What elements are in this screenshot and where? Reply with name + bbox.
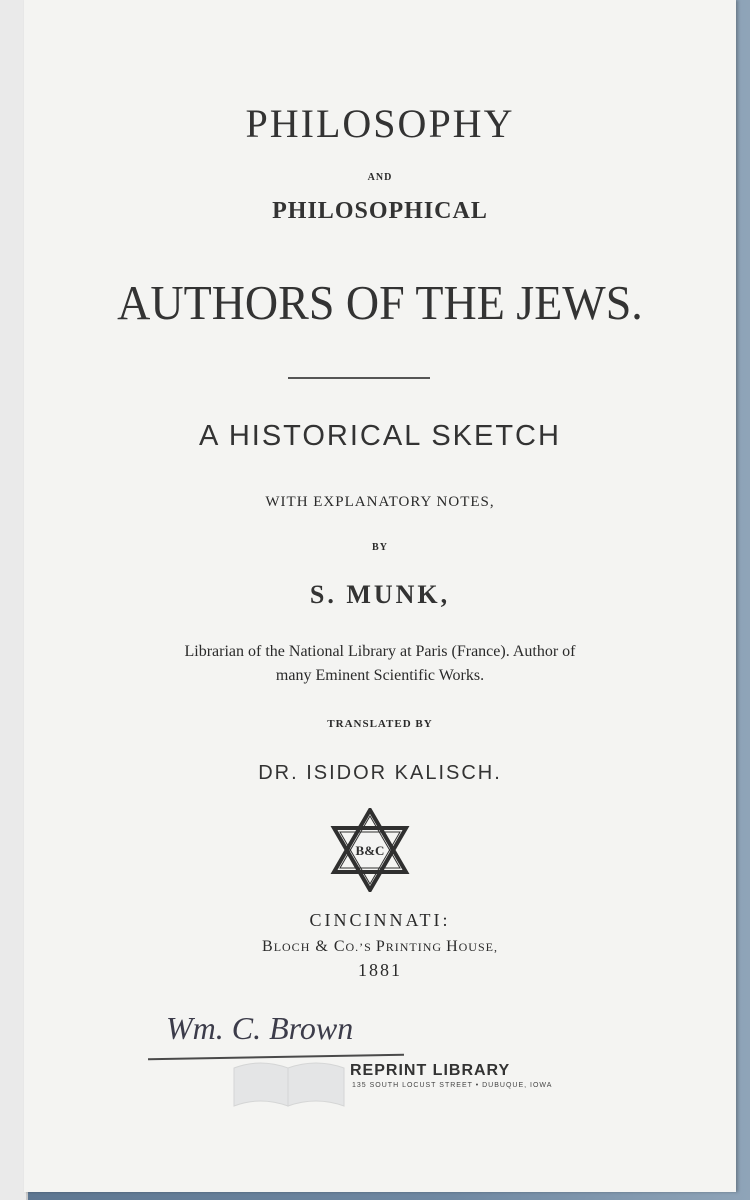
title-line-philosophy: PHILOSOPHY	[245, 101, 515, 146]
title-page	[24, 0, 736, 1192]
by-label: BY	[372, 542, 388, 553]
publication-year: 1881	[358, 960, 402, 980]
translator-name: DR. ISIDOR KALISCH.	[258, 762, 502, 784]
title-line-philosophical: PHILOSOPHICAL	[272, 198, 488, 224]
title-line-authors: AUTHORS OF THE JEWS.	[117, 275, 643, 330]
translated-by-label: TRANSLATED BY	[327, 718, 433, 730]
reprint-library-address: 135 SOUTH LOCUST STREET • DUBUQUE, IOWA	[352, 1082, 553, 1089]
explanatory-notes: WITH EXPLANATORY NOTES,	[265, 494, 495, 510]
title-and: AND	[367, 172, 393, 183]
reprint-library-stamp: REPRINT LIBRARY	[350, 1062, 511, 1079]
author-credentials-line1: Librarian of the National Library at Paris (France). Author of	[184, 643, 576, 660]
author-name: S. MUNK,	[309, 580, 451, 609]
star-of-david-emblem-icon	[330, 808, 410, 892]
subtitle: A HISTORICAL SKETCH	[199, 420, 561, 452]
title-divider	[288, 377, 430, 379]
owner-signature: Wm. C. Brown	[166, 1010, 354, 1046]
publisher-name: BLOCH & CO.’S PRINTING HOUSE,	[262, 938, 498, 955]
author-credentials	[24, 640, 736, 688]
emblem-monogram: B&C	[355, 843, 385, 858]
author-credentials-line2: many Eminent Scientific Works.	[275, 667, 485, 684]
publisher-city: CINCINNATI:	[309, 910, 451, 930]
